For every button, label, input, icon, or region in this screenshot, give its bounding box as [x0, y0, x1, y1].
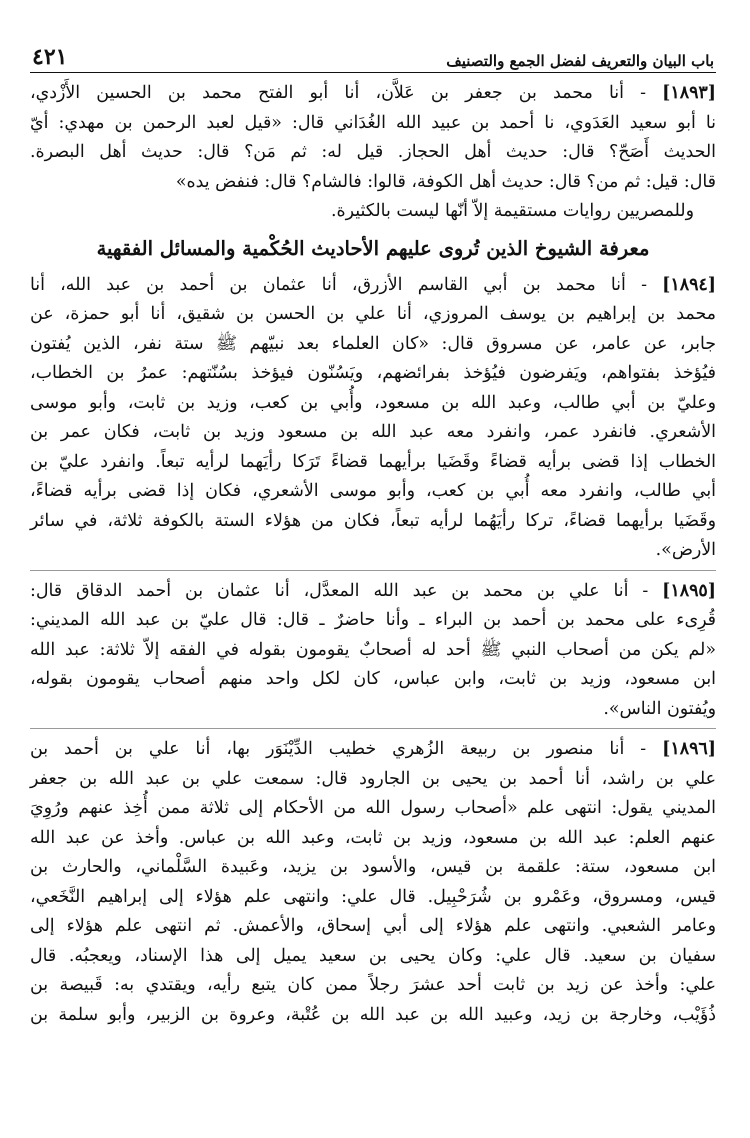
text-line: الأرض». [655, 540, 716, 560]
page-header [30, 42, 716, 73]
text-line: علي بن راشد، أنا أحمد بن يحيى بن الجارود قال: سمعت علي بن عبد الله بن جعفر [30, 768, 716, 789]
text-line: سفيان بن سعيد. قال علي: وكان يحيى بن سعيد يميل إلى هذا الإسناد، ويعجبُه. قال [30, 945, 716, 966]
book-page [0, 42, 750, 1138]
text-line: الخطاب إذا قضى برأيه قضاءً وقَضَيا برأيهما قضاءً تَرَكا رأيَهما لرأيه تبعاً. وانفرد عليّ بن [30, 451, 716, 472]
text-line: «لم يكن من أصحاب النبي ﷺ أحد له أصحابٌ يقومون بقوله في الفقه إلاّ ثلاثة: عبد الله [30, 639, 716, 660]
text-line: المديني يقول: انتهى علم «أصحاب رسول الله من الأحكام إلى ثلاثة ممن أُخِذ عنهم ورُوِيَ [30, 798, 716, 818]
divider [30, 570, 716, 571]
text-line: الحديث أَصَحّ؟ قال: حديث أهل الحجاز. قيل له: ثم مَن؟ قال: حديث أهل البصرة. [30, 142, 716, 162]
text-line: وعليّ بن أبي طالب، وعبد الله بن مسعود، وأُبي بن كعب، وزيد بن ثابت، وأبو موسى [30, 392, 716, 413]
text-line: محمد بن إبراهيم بن يوسف المروزي، أنا علي بن الحسن بن شقيق، أنا أبو حمزة، عن [30, 304, 716, 324]
text-line: أبي طالب، وانفرد معه أُبي بن كعب، وأبو موسى الأشعري، فكان إذا قضى برأيه قضاءً، [30, 481, 716, 501]
text-line: [١٨٩٦] - أنا منصور بن ربيعة الزُهري خطيب الدِّيْنَوَر بها، أنا علي بن أحمد بن [30, 739, 716, 759]
entry-1896 [30, 735, 716, 1030]
entry-number: [١٨٩٣] [662, 83, 716, 103]
text-line: علي: وأخذ عن زيد بن ثابت أحد عشرَ رجلاً ممن كان يتبع رأيه، ويقتدي به: قَبيصة بن [30, 975, 716, 995]
text-line: قُرِىء على محمد بن أحمد بن البراء ـ وأنا حاضرٌ ـ قال: قال عليّ بن عبد الله المديني: [30, 610, 716, 630]
running-title: باب البيان والتعريف لفضل الجمع والتصنيف [446, 52, 714, 70]
page-number: ٤٢١ [32, 44, 68, 70]
entry-1895 [30, 577, 716, 725]
entry-1894 [30, 271, 716, 566]
text-line: [١٨٩٤] - أنا محمد بن أبي القاسم الأزرق، أنا عثمان بن أحمد بن عبد الله، أنا [30, 274, 717, 295]
entry-number: [١٨٩٥] [662, 580, 717, 601]
text-line: ويُفتون الناس». [603, 698, 716, 719]
section-heading: معرفة الشيوخ الذين تُروى عليهم الأحاديث الحُكْمية والمسائل الفقهية [96, 236, 650, 260]
text-line: وعامر الشعبي. وانتهى علم هؤلاء إلى أبي إسحاق، والأعمش. ثم انتهى علم هؤلاء إلى [30, 916, 716, 936]
text-line: ذُؤَيْب، وخارجة بن زيد، وعبيد الله بن عبد الله بن عُتْبة، وعروة بن الزبير، وأبو سلمة بن [30, 1004, 716, 1025]
text-line: وقَضَيا برأيهما قضاءً، تركا رأيَهُما لرأيه تبعاً، فكان من هؤلاء الستة بالكوفة ثلاثة، في سائر [30, 510, 716, 531]
divider [30, 728, 716, 729]
text-line: [١٨٩٣] - أنا محمد بن جعفر بن عَلاَّن، أنا أبو الفتح محمد بن الحسين الأَزْدي، [30, 83, 716, 103]
text-line: [١٨٩٥] - أنا علي بن محمد بن عبد الله المعدَّل، أنا عثمان بن أحمد الدقاق قال: [30, 580, 717, 601]
text-line: قال: قيل: ثم من؟ قال: حديث أهل الكوفة، قالوا: فالشام؟ قال: فنفض يده» [175, 171, 716, 192]
text-line: الأشعري. فانفرد عمر، وانفرد معه عبد الله بن مسعود وزيد بن ثابت، فكان عمر بن [30, 422, 716, 442]
text-line: نا أبو سعيد العَدَوي، نا أحمد بن عبيد الله الغُدَاني قال: «قيل لعبد الرحمن بن مهدي: أيّ [30, 112, 716, 133]
text-line: ابن مسعود، وزيد بن ثابت، وابن عباس، كان لكل واحد منهم أصحاب يقومون بقوله، [30, 669, 716, 689]
note-text: وللمصريين روايات مستقيمة إلاّ أنّها ليست بالكثيرة. [331, 201, 694, 221]
text-line: قيس، ومسروق، وعَمْرو بن شُرَحْبِيل. قال علي: وانتهى علم هؤلاء إلى إبراهيم النَّخَعي، [30, 886, 716, 907]
entry-number: [١٨٩٤] [662, 274, 717, 295]
entry-1893 [30, 79, 716, 197]
note-paragraph [30, 197, 716, 227]
entry-number: [١٨٩٦] [662, 739, 716, 759]
text-line: ابن مسعود، ستة: علقمة بن قيس، والأسود بن يزيد، وعَبيدة السَّلْماني، والحارث بن [30, 857, 716, 877]
text-line: فيُؤخذ بفتواهم، ويَفرضون فيُؤخذ بفرائضهم، ويَسُنّون فيؤخذ بسُنّتهم: عمرُ بن الخطاب، [30, 363, 716, 383]
text-line: عنهم العلم: عبد الله بن مسعود، وزيد بن ثابت، وعبد الله بن عباس. وأخذ عن عبد الله [30, 827, 716, 848]
text-line: جابر، عن عامر، عن مسروق قال: «كان العلماء بعد نبيّهم ﷺ ستة نفر، الذين يُفتون [30, 333, 716, 354]
